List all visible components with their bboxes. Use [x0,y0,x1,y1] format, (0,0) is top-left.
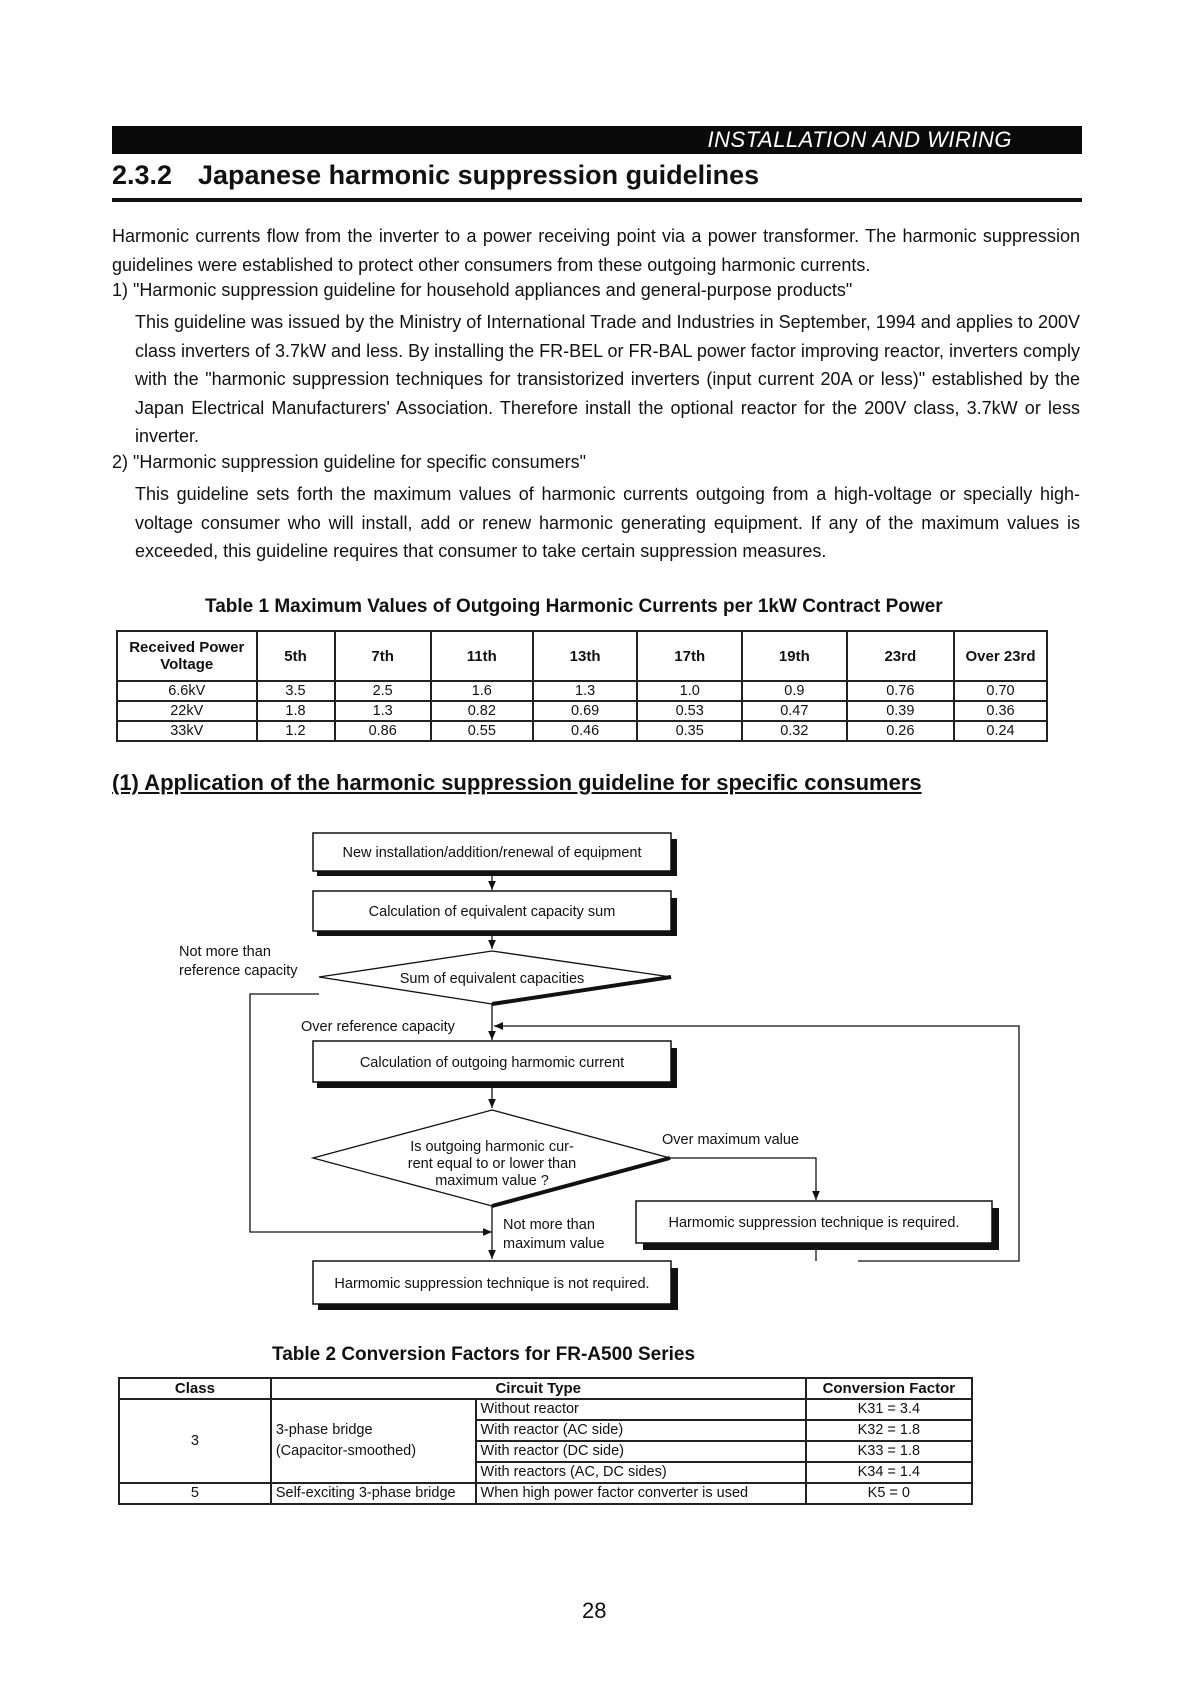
diamond-q-line-1: Is outgoing harmonic cur- [410,1139,574,1155]
box-calc-sum-text: Calculation of equivalent capacity sum [368,904,616,920]
factor-cell: K31 = 3.4 [806,1399,972,1420]
label-not-more-max-1: Not more than [503,1217,595,1233]
value-cell: 0.55 [431,721,533,741]
label-over-ref: Over reference capacity [301,1019,455,1035]
table2-header-circuit: Circuit Type [271,1378,806,1399]
item-2-body: This guideline sets forth the maximum values of harmonic currents outgoing from a high-voltage or specially high-voltage consumer who will install, add or renew harmonic generating equipment. If any of the maximum values is exceeded, this guideline requires that consumer to take certain suppression measures. [135,484,1080,561]
value-cell: 1.8 [257,701,335,721]
factor-cell: K32 = 1.8 [806,1420,972,1441]
diamond-sum-text: Sum of equivalent capacities [399,971,585,987]
table1-header: 17th [637,631,742,681]
intro-paragraph: Harmonic currents flow from the inverter to a power receiving point via a power transformer. The harmonic suppression guidelines were established to protect other consumers from these outgoing harmonic currents. [112,226,1080,275]
diamond-q-line-2: rent equal to or lower than [407,1156,577,1172]
item-2-heading: 2) "Harmonic suppression guideline for specific consumers" [112,452,586,472]
table-row [119,1483,972,1504]
table2-header-factor: Conversion Factor [806,1378,972,1399]
voltage-cell: 6.6kV [117,681,257,701]
class-3-cell: 3 [119,1399,271,1483]
diamond-sum [319,951,671,1004]
type-cell: With reactor (DC side) [476,1441,806,1462]
voltage-cell: 22kV [117,701,257,721]
table1-header: 23rd [847,631,954,681]
diamond-q-line-3: maximum value ? [435,1173,549,1189]
table1-header: 11th [431,631,533,681]
factor-cell: K33 = 1.8 [806,1441,972,1462]
voltage-cell: 33kV [117,721,257,741]
value-cell: 1.6 [431,681,533,701]
value-cell: 0.9 [742,681,847,701]
table1-header: Received Power Voltage [117,631,257,681]
box-required-text: Harmomic suppression technique is required. [668,1215,960,1231]
value-cell: 0.53 [637,701,742,721]
subsection-title: (1) Application of the harmonic suppression guideline for specific consumers [112,770,922,795]
box-not-required [313,1261,678,1310]
circuit-3-cell [271,1399,476,1483]
item-1-heading: 1) "Harmonic suppression guideline for household appliances and general-purpose products" [112,280,853,300]
table2-header-row [119,1378,972,1399]
section-number: 2.3.2 [112,160,173,190]
value-cell: 0.46 [533,721,638,741]
box-required [636,1201,999,1250]
value-cell: 0.76 [847,681,954,701]
value-cell: 0.36 [954,701,1047,721]
box-not-required-text: Harmomic suppression technique is not required. [334,1276,650,1292]
table1-header: 5th [257,631,335,681]
value-cell: 1.3 [335,701,431,721]
circuit-5-cell: Self-exciting 3-phase bridge [271,1483,476,1504]
type-cell: When high power factor converter is used [476,1483,806,1504]
value-cell: 0.24 [954,721,1047,741]
value-cell: 0.26 [847,721,954,741]
value-cell: 0.86 [335,721,431,741]
page-number: 28 [582,1598,607,1623]
value-cell: 0.69 [533,701,638,721]
value-cell: 1.0 [637,681,742,701]
value-cell: 0.82 [431,701,533,721]
class-5-cell: 5 [119,1483,271,1504]
type-cell: Without reactor [476,1399,806,1420]
circuit-3-line-2: (Capacitor-smoothed) [275,1443,417,1459]
table1-header: 19th [742,631,847,681]
diamond-question [313,1110,670,1206]
table1-header: Over 23rd [954,631,1047,681]
type-cell: With reactor (AC side) [476,1420,806,1441]
table1-caption: Table 1 Maximum Values of Outgoing Harmonic Currents per 1kW Contract Power [205,596,943,617]
box-calc-current-text: Calculation of outgoing harmomic current [359,1055,625,1071]
value-cell: 0.47 [742,701,847,721]
value-cell: 0.32 [742,721,847,741]
table2-caption: Table 2 Conversion Factors for FR-A500 Series [272,1344,696,1365]
table2-header-class: Class [119,1378,271,1399]
box-new-installation [313,833,677,876]
factor-cell: K34 = 1.4 [806,1462,972,1483]
value-cell: 0.70 [954,681,1047,701]
factor-cell: K5 = 0 [806,1483,972,1504]
box-calc-sum [313,891,677,936]
value-cell: 0.39 [847,701,954,721]
value-cell: 1.3 [533,681,638,701]
box-new-installation-text: New installation/addition/renewal of equipment [342,845,642,861]
label-not-more-ref-2: reference capacity [179,963,298,979]
value-cell: 0.35 [637,721,742,741]
circuit-3-line-1: 3-phase bridge [275,1422,373,1438]
box-calc-current [313,1041,677,1088]
label-not-more-ref-1: Not more than [179,944,271,960]
item-1-body: This guideline was issued by the Ministry of International Trade and Industries in September, 1994 and applies to 200V class inverters of 3.7kW and less. By installing the FR-BEL or FR-BAL power factor improving reactor, inverters comply with the "harmonic suppression techniques for transistorized inverters (input current 20A or less)" established by the Japan Electrical Manufacturers' Association. Therefore install the optional reactor for the 200V class, 3.7kW or less inverter. [135,312,1081,446]
value-cell: 1.2 [257,721,335,741]
label-not-more-max-2: maximum value [503,1236,605,1252]
value-cell: 2.5 [335,681,431,701]
chapter-title: INSTALLATION AND WIRING [707,127,1012,152]
arrow-over-max [670,1158,816,1200]
label-over-max: Over maximum value [662,1132,799,1148]
value-cell: 3.5 [257,681,335,701]
table2 [118,1377,973,1505]
table1-header: 7th [335,631,431,681]
table1-header: 13th [533,631,638,681]
type-cell: With reactors (AC, DC sides) [476,1462,806,1483]
table-row [119,1399,972,1420]
section-title-text: Japanese harmonic suppression guidelines [198,160,760,190]
